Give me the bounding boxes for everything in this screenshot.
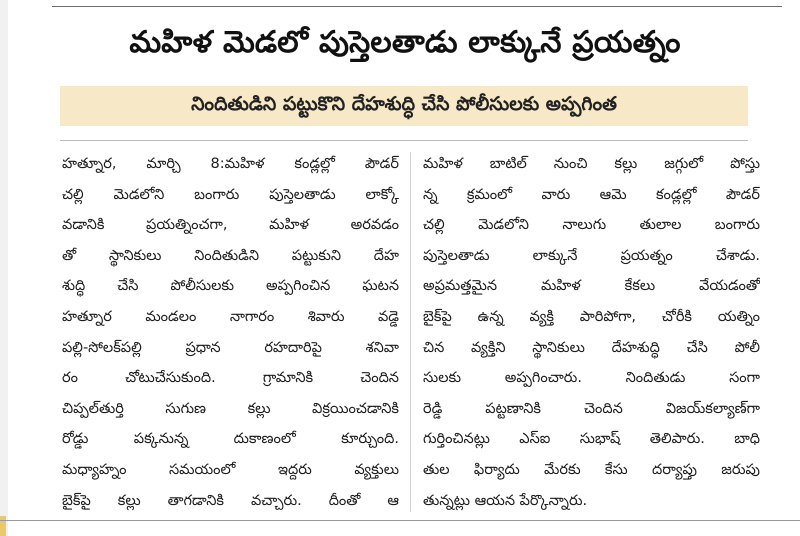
column-line: అప్రమత్తమైన మహిళ కేకలు వేయడంతో <box>423 278 760 295</box>
column-line: తో స్థానికులు నిందితుడిని పట్టుకుని దేహ <box>62 247 399 264</box>
column-line: మధ్యాహ్నం సమయంలో ఇద్దరు వ్యక్తులు <box>62 461 399 478</box>
body-top-rule <box>60 140 748 141</box>
column-line: సులకు అప్పగించారు. నిందితుడు సంగా <box>423 370 760 387</box>
column-line: తుల ఫిర్యాదు మేరకు కేసు దర్యాప్తు జరుపు <box>423 461 760 478</box>
column-line: మహిళ బాటిల్ నుంచి కల్లు జగ్గులో పోస్తు <box>423 156 760 172</box>
article-column-left <box>62 149 399 516</box>
column-line: గుర్తించినట్లు ఎస్‌ఐ సుభాష్ తెలిపారు. బాధి <box>423 431 760 448</box>
article-headline: మహిళ మెడలో పుస్తెలతాడు లాక్కునే ప్రయత్నం <box>129 25 681 60</box>
column-line: రెడ్డి పట్టణానికి చెందిన విజయ్‌కల్యాణ్‌గా <box>423 400 760 417</box>
article-subheadline: నిందితుడిని పట్టుకొని దేహశుద్ధి చేసి పోలీసులకు అప్పగింత <box>60 86 748 126</box>
column-line: చిన వ్యక్తిని స్థానికులు దేహశుద్ధి చేసి పోలీ <box>423 339 760 356</box>
column-line: న్న క్రమంలో వారు ఆమె కండ్లల్లో పౌడర్ <box>423 186 760 203</box>
column-divider <box>410 152 411 512</box>
page-edge-mark <box>0 516 6 536</box>
bottom-rule <box>0 520 800 521</box>
column-line: వడానికి ప్రయత్నించగా, మహిళ అరవడం <box>62 217 399 234</box>
column-line: శుద్ధి చేసి పోలీసులకు అప్పగించిన ఘటన <box>62 278 399 295</box>
column-line: బైక్‌పై కల్లు తాగడానికి వచ్చారు. దీంతో ఆ <box>62 492 399 509</box>
page-left-edge <box>0 0 8 536</box>
column-line: చిప్పల్‌తుర్తి సుగుణ కల్లు విక్రయించడానికి <box>62 400 399 417</box>
column-line: తున్నట్లు ఆయన పేర్కొన్నారు. <box>423 492 588 509</box>
column-line: చల్లి మెడలోని బంగారు పుస్తెలతాడు లాక్కో <box>62 186 399 203</box>
column-line: హత్నూర మండలం నాగారం శివారు వడ్డె <box>62 308 399 325</box>
article-column-right <box>423 149 760 516</box>
top-rule <box>52 6 782 7</box>
column-line: రం చోటుచేసుకుంది. గ్రామానికి చెందిన <box>62 370 399 387</box>
column-line: బైక్‌పై ఉన్న వ్యక్తి పారిపోగా, చోరీకి యత్నిం <box>423 308 760 325</box>
column-line: పుస్తెలతాడు లాక్కునే ప్రయత్నం చేశాడు. <box>423 247 760 264</box>
column-line: చల్లి మెడలోని నాలుగు తులాల బంగారు <box>423 217 760 234</box>
column-line: రోడ్డు పక్కనున్న దుకాణంలో కూర్చుంది. <box>62 431 399 448</box>
column-line: హత్నూర, మార్చి 8:మహిళ కండ్లల్లో పౌడర్ <box>62 156 399 172</box>
column-line: పల్లి-సోలక్‌పల్లి ప్రధాన రహదారిపై శనివా <box>62 339 399 356</box>
